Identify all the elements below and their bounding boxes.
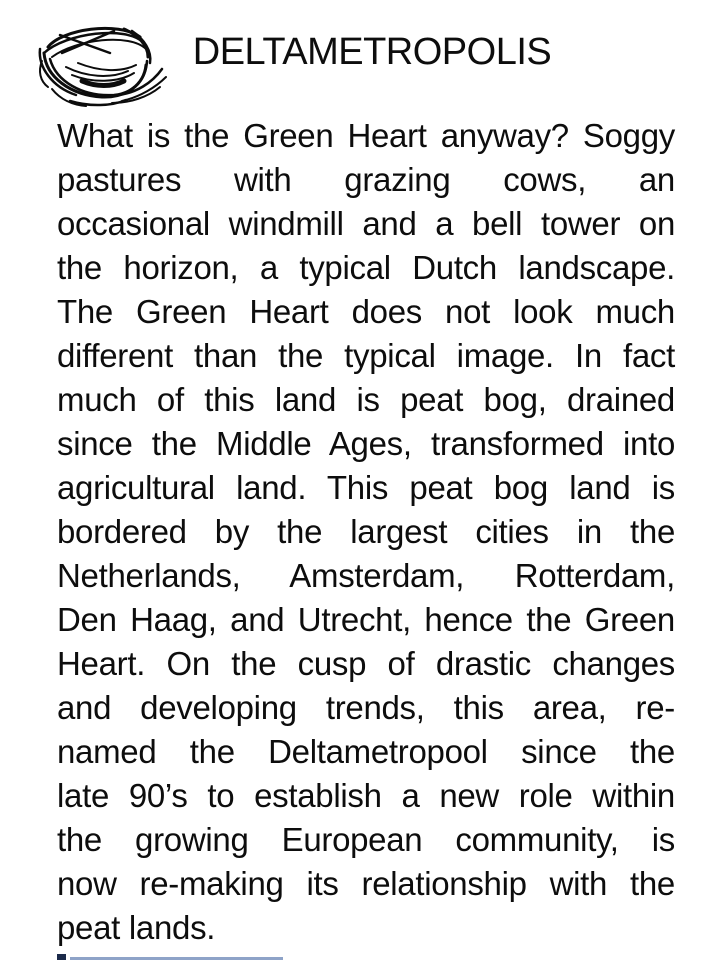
paragraph-line: bordered by the largest cities in the <box>57 513 675 550</box>
paragraph-line: pastures with grazing cows, an <box>57 161 675 198</box>
paragraph-line: Heart. On the cusp of drastic changes <box>57 645 675 682</box>
paragraph-line: much of this land is peat bog, drained <box>57 381 675 418</box>
paragraph-line: and developing trends, this area, re- <box>57 689 675 726</box>
paragraph-line: Netherlands, Amsterdam, Rotterdam, <box>57 557 675 594</box>
paragraph-line: the growing European community, is <box>57 821 675 858</box>
paragraph-line: What is the Green Heart anyway? Soggy <box>57 117 675 154</box>
cutoff-content-strip <box>57 954 287 960</box>
paragraph-line: peat lands. <box>57 909 216 946</box>
paragraph-line: The Green Heart does not look much <box>57 293 675 330</box>
paragraph-line: the horizon, a typical Dutch landscape. <box>57 249 675 286</box>
cutoff-dark-block <box>57 954 66 960</box>
page-title: DELTAMETROPOLIS <box>192 31 552 73</box>
paragraph-line: named the Deltametropool since the <box>57 733 675 770</box>
paragraph-line: now re-making its relationship with the <box>57 865 675 902</box>
paragraph-line: occasional windmill and a bell tower on <box>57 205 675 242</box>
paragraph-line: agricultural land. This peat bog land is <box>57 469 675 506</box>
paragraph-line: Den Haag, and Utrecht, hence the Green <box>57 601 675 638</box>
paragraph-line: late 90’s to establish a new role within <box>57 777 675 814</box>
paragraph-line: since the Middle Ages, transformed into <box>57 425 675 462</box>
paragraph-line: different than the typical image. In fact <box>57 337 675 374</box>
body-paragraph <box>57 114 675 950</box>
